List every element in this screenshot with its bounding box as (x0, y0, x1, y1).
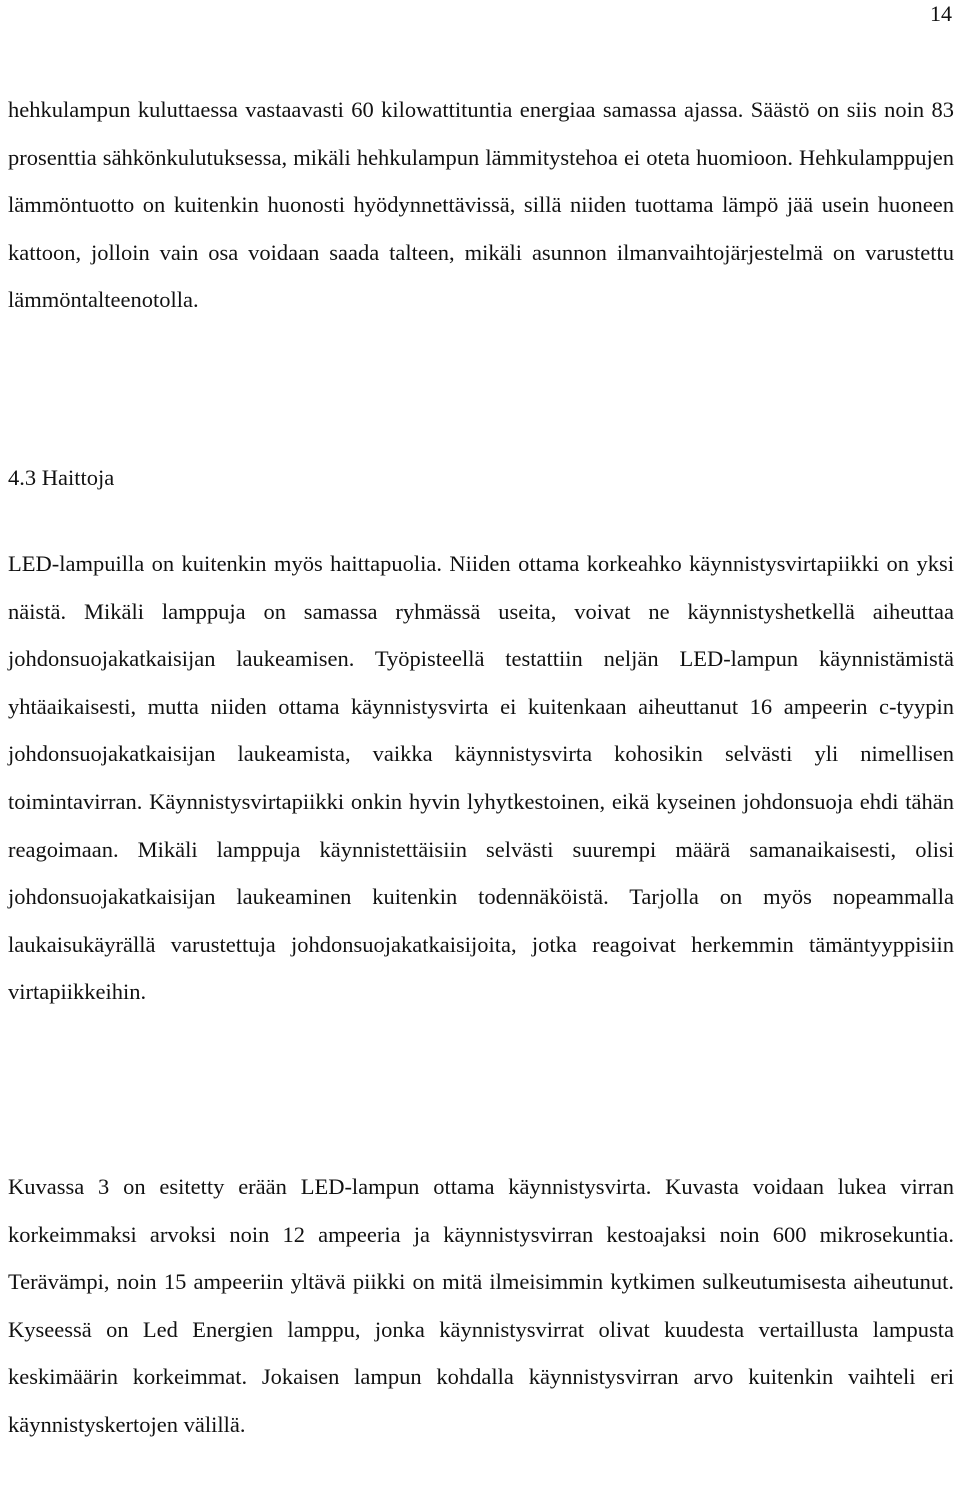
section-heading: 4.3 Haittoja (8, 465, 115, 490)
paragraph-drawbacks: LED-lampuilla on kuitenkin myös haittapuolia. Niiden ottama korkeahko käynnistysvirtapiikki on yksi näistä. Mikäli lamppuja on samassa ryhmässä useita, voivat ne käynnistyshetkellä aiheuttaa johdonsuojakatkaisijan laukeamisen. Työpisteellä testattiin neljän LED-lampun käynnistämistä yhtäaikaisesti, mutta niiden ottama käynnistysvirta ei kuitenkaan aiheuttanut 16 ampeerin c-tyypin johdonsuojakatkaisijan laukeamista, vaikka käynnistysvirta kohosikin selvästi yli nimellisen toimintavirran. Käynnistysvirtapiikki onkin hyvin lyhytkestoinen, eikä kyseinen johdonsuoja ehdi tähän reagoimaan. Mikäli lamppuja käynnistettäisiin selvästi suurempi määrä samanaikaisesti, olisi johdonsuojakatkaisijan laukeaminen kuitenkin todennäköistä. Tarjolla on myös nopeammalla laukaisukäyrällä varustettuja johdonsuojakatkaisijoita, jotka reagoivat herkemmin tämäntyyppisiin virtapiikkeihin. (8, 551, 954, 1005)
paragraph-energy-savings: hehkulampun kuluttaessa vastaavasti 60 kilowattituntia energiaa samassa ajassa. Säästö on siis noin 83 prosenttia sähkönkulutuksessa, mikäli hehkulampun lämmitystehoa ei oteta huomioon. Hehkulamppujen lämmöntuotto on kuitenkin huonosti hyödynnettävissä, sillä niiden tuottama lämpö jää usein huoneen kattoon, jolloin vain osa voidaan saada talteen, mikäli asunnon ilmanvaihtojärjestelmä on varustettu lämmöntalteenotolla. (8, 97, 954, 313)
paragraph-inrush-current: Kuvassa 3 on esitetty erään LED-lampun ottama käynnistysvirta. Kuvasta voidaan lukea virran korkeimmaksi arvoksi noin 12 ampeeria ja käynnistysvirran kestoajaksi noin 600 mikrosekuntia. Terävämpi, noin 15 ampeeriin yltävä piikki on mitä ilmeisimmin kytkimen sulkeutumisesta aiheutunut. Kyseessä on Led Energien lamppu, jonka käynnistysvirrat olivat kuudesta vertaillusta lampusta keskimäärin korkeimmat. Jokaisen lampun kohdalla käynnistysvirran arvo kuitenkin vaihteli eri käynnistyskertojen välillä. (8, 1174, 954, 1437)
page-number: 14 (930, 1, 952, 26)
